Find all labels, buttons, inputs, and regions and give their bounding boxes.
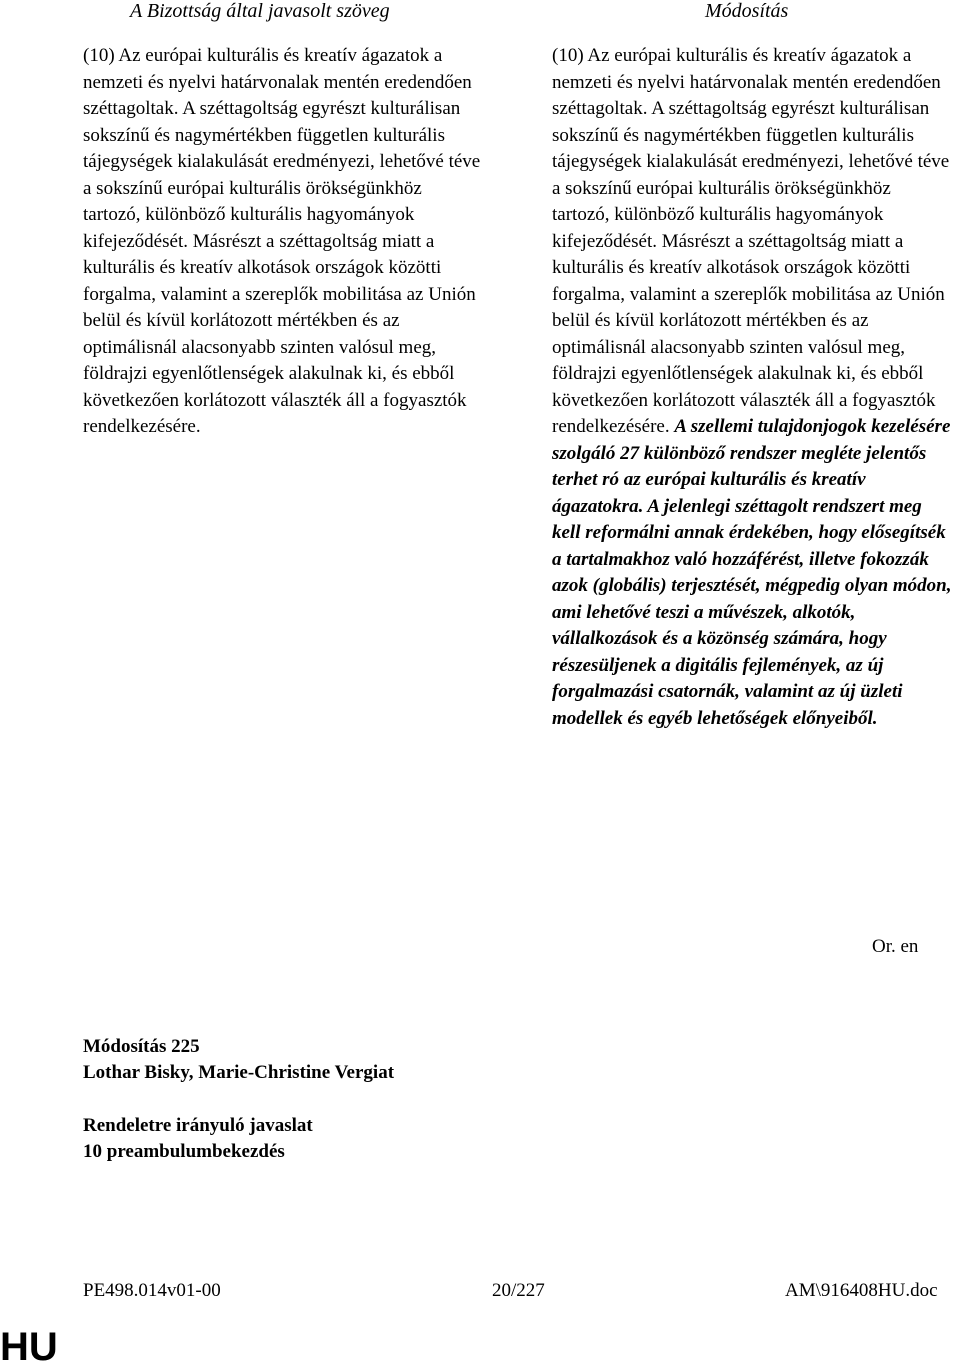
- commission-text-column: [83, 43, 483, 441]
- amendment-number: Módosítás 225: [83, 1036, 200, 1057]
- amendment-authors: Lothar Bisky, Marie-Christine Vergiat: [83, 1062, 395, 1083]
- footer-filename: AM\916408HU.doc: [785, 1280, 938, 1301]
- left-column-title: A Bizottság által javasolt szöveg: [130, 0, 390, 22]
- right-column-title: Módosítás: [705, 0, 789, 22]
- added-text: A szellemi tulajdonjogok kezelésére szolgáló 27 különböző rendszer megléte jelentős terhet ró az európai kulturális és kreatív ágazatokra. A jelenlegi széttagolt rendszert meg kell reformálni annak érdekében, hogy elősegítsék a tartalmakhoz való hozzáférést, illetve fokozzák azok (globális) terjesztését, mégpedig olyan módon, ami lehetővé teszi a művészek, alkotók, vállalkozások és a közönség számára, hogy részesüljenek a digitális fejlemények, az új forgalmazási csatornák, valamint az új üzleti modellek és egyéb lehetőségek előnyeiből.: [552, 416, 952, 729]
- unchanged-text: (10) Az európai kulturális és kreatív ágazatok a nemzeti és nyelvi határvonalak mentén eredendően széttagoltak. A széttagoltság egyrészt kulturálisan sokszínű és nagymértékben független kulturális tájegységek kialakulását eredményezi, lehetővé téve a sokszínű európai kulturális örökségünkhöz tartozó, különböző kulturális hagyományok kifejeződését. Másrészt a széttagoltság miatt a kulturális és kreatív alkotások országok közötti forgalma, valamint a szereplők mobilitása az Unión belül és kívül korlátozott mértékben és az optimálisnál alacsonyabb szinten valósul meg, földrajzi egyenlőtlenségek alakulnak ki, és ebből következően korlátozott választék áll a fogyasztók rendelkezésére.: [552, 45, 950, 437]
- amendment-paragraph: [552, 43, 952, 732]
- amendment-text-column: [552, 43, 952, 732]
- footer-page-number: 20/227: [492, 1280, 545, 1301]
- proposal-type: Rendeletre irányuló javaslat: [83, 1115, 313, 1136]
- recital-reference: 10 preambulumbekezdés: [83, 1141, 285, 1162]
- commission-text: (10) Az európai kulturális és kreatív ágazatok a nemzeti és nyelvi határvonalak mentén eredendően széttagoltak. A széttagoltság egyrészt kulturálisan sokszínű és nagymértékben független kulturális tájegységek kialakulását eredményezi, lehetővé téve a sokszínű európai kulturális örökségünkhöz tartozó, különböző kulturális hagyományok kifejeződését. Másrészt a széttagoltság miatt a kulturális és kreatív alkotások országok közötti forgalma, valamint a szereplők mobilitása az Unión belül és kívül korlátozott mértékben és az optimálisnál alacsonyabb szinten valósul meg, földrajzi egyenlőtlenségek alakulnak ki, és ebből következően korlátozott választék áll a fogyasztók rendelkezésére.: [83, 45, 481, 437]
- language-code: HU: [0, 1325, 58, 1369]
- original-language-label: Or. en: [872, 936, 919, 957]
- footer-document-ref: PE498.014v01-00: [83, 1280, 221, 1301]
